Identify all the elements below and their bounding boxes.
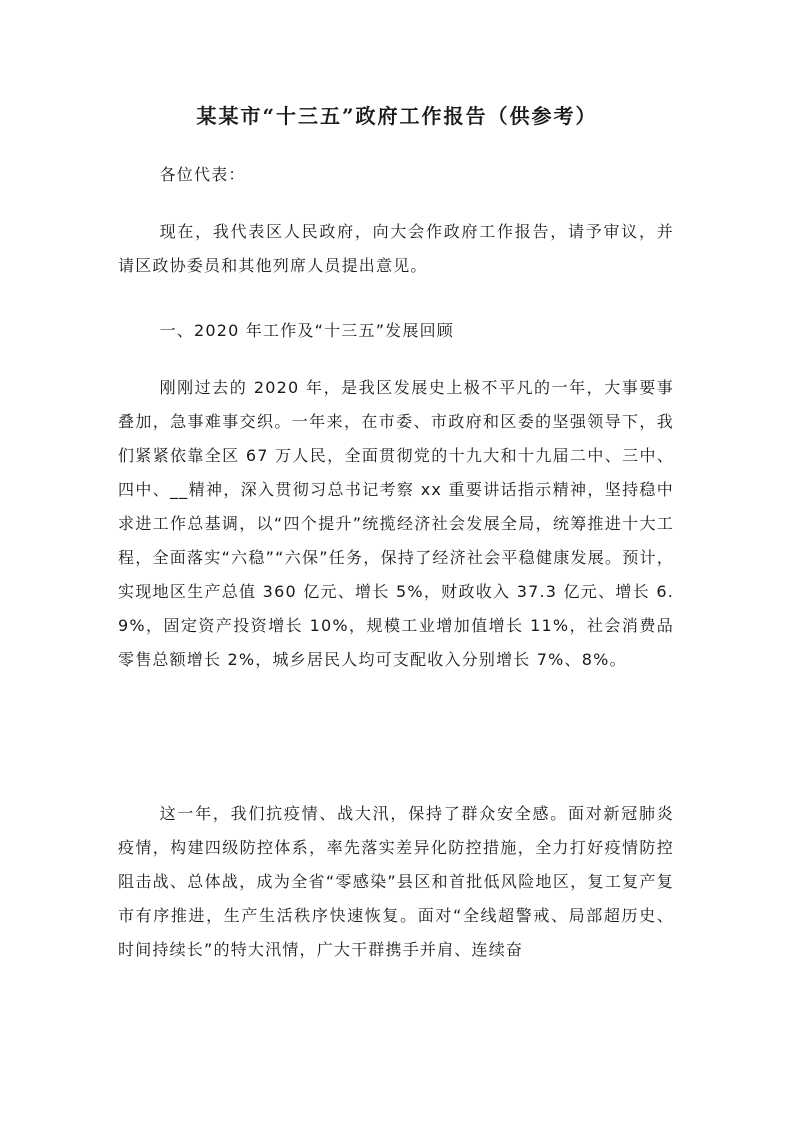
year-review-paragraph: 这一年，我们抗疫情、战大汛，保持了群众安全感。面对新冠肺炎疫情，构建四级防控体系，率先落实差异化防控措施，全力打好疫情防控阻击战、总体战，成为全省“零感染”县区和首批低风险地区，复工复产复市有序推进，生产生活秩序快速恢复。面对“全线超警戒、局部超历史、时间持续长”的特大汛情，广大干群携手并肩、连续奋 — [118, 804, 674, 959]
salutation-paragraph: 各位代表： — [159, 165, 246, 184]
section-heading: 一、2020 年工作及“十三五”发展回顾 — [159, 321, 454, 340]
document-title: 某某市“十三五”政府工作报告（供参考） — [196, 104, 598, 128]
intro-paragraph: 现在，我代表区人民政府，向大会作政府工作报告，请予审议，并请区政协委员和其他列席人员提出意见。 — [118, 222, 674, 275]
review-paragraph: 刚刚过去的 2020 年，是我区发展史上极不平凡的一年，大事要事叠加，急事难事交织。一年来，在市委、市政府和区委的坚强领导下，我们紧紧依靠全区 67 万人民，全面贯彻党的十九大和十九届二中、三中、四中、__精神，深入贯彻习总书记考察 xx 重要讲话指示精神，坚持稳中求进工作总基调，以“四个提升”统揽经济社会发展全局，统筹推进十大工程，全面落实“六稳”“六保”任务，保持了经济社会平稳健康发展。预计，实现地区生产总值 360 亿元、增长 5%，财政收入 37.3 亿元、增长 6.9%，固定资产投资增长 10%，规模工业增加值增长 11%，社会消费品零售总额增长 2%，城乡居民人均可支配收入分别增长 7%、8%。 — [118, 378, 674, 669]
